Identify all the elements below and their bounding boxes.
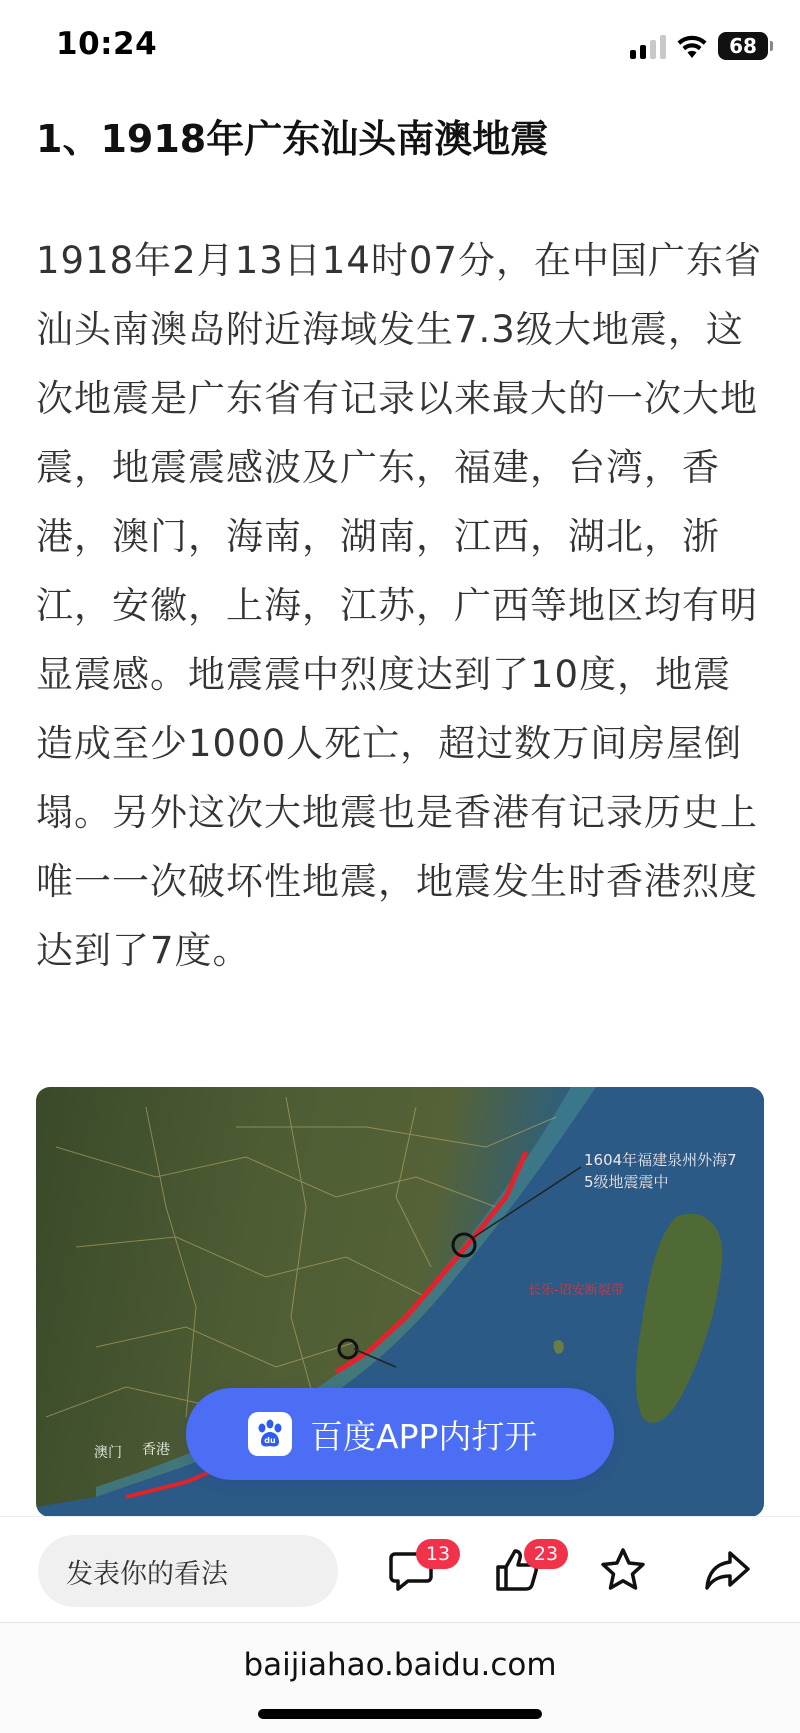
city-label-hongkong: 香港 xyxy=(142,1442,170,1458)
fault-label: 长乐-诏安断裂带 xyxy=(528,1283,624,1298)
city-label-macau: 澳门 xyxy=(94,1445,122,1461)
status-bar xyxy=(0,0,800,96)
wifi-icon xyxy=(676,33,708,59)
share-icon xyxy=(702,1545,752,1595)
cellular-signal-icon xyxy=(630,33,666,59)
home-indicator[interactable] xyxy=(258,1709,542,1719)
svg-text:du: du xyxy=(264,1436,276,1445)
comment-button[interactable] xyxy=(386,1543,451,1595)
map-annotation-line2: 5级地震震中 xyxy=(584,1173,669,1191)
browser-url-bar xyxy=(0,1622,800,1733)
url-text[interactable]: baijiahao.baidu.com xyxy=(243,1647,557,1683)
like-button[interactable] xyxy=(492,1543,559,1595)
baidu-paw-icon xyxy=(248,1412,292,1456)
article-headline: 1、1918年广东汕头南澳地震 xyxy=(36,117,549,161)
status-time: 10:24 xyxy=(56,26,158,62)
map-annotation xyxy=(584,1149,737,1193)
battery-icon: 68 xyxy=(718,32,768,60)
article-body: 1918年2月13日14时07分，在中国广东省汕头南澳岛附近海域发生7.3级大地震，这次地震是广东省有记录以来最大的一次大地震，地震震感波及广东，福建，台湾，香港，澳门，海南，湖南，江西，湖北，浙江，安徽，上海，江苏，广西等地区均有明显震感。地震震中烈度达到了10度，地震造成至少1000人死亡，超过数万间房屋倒塌。另外这次大地震也是香港有记录历史上唯一一次破坏性地震，地震发生时香港烈度达到了7度。 xyxy=(36,239,762,972)
map-annotation-line1: 1604年福建泉州外海7 xyxy=(584,1151,737,1169)
comment-count-badge: 13 xyxy=(416,1539,460,1569)
open-app-label: 百度APP内打开 xyxy=(310,1416,538,1456)
star-icon xyxy=(598,1545,648,1595)
like-count-badge: 23 xyxy=(524,1539,568,1569)
status-icons xyxy=(630,32,768,60)
share-button[interactable] xyxy=(702,1545,752,1595)
bottom-action-bar xyxy=(0,1516,800,1623)
open-in-baidu-app-button[interactable] xyxy=(186,1388,614,1480)
favorite-button[interactable] xyxy=(598,1545,648,1595)
comment-input[interactable]: 发表你的看法 xyxy=(38,1535,338,1607)
